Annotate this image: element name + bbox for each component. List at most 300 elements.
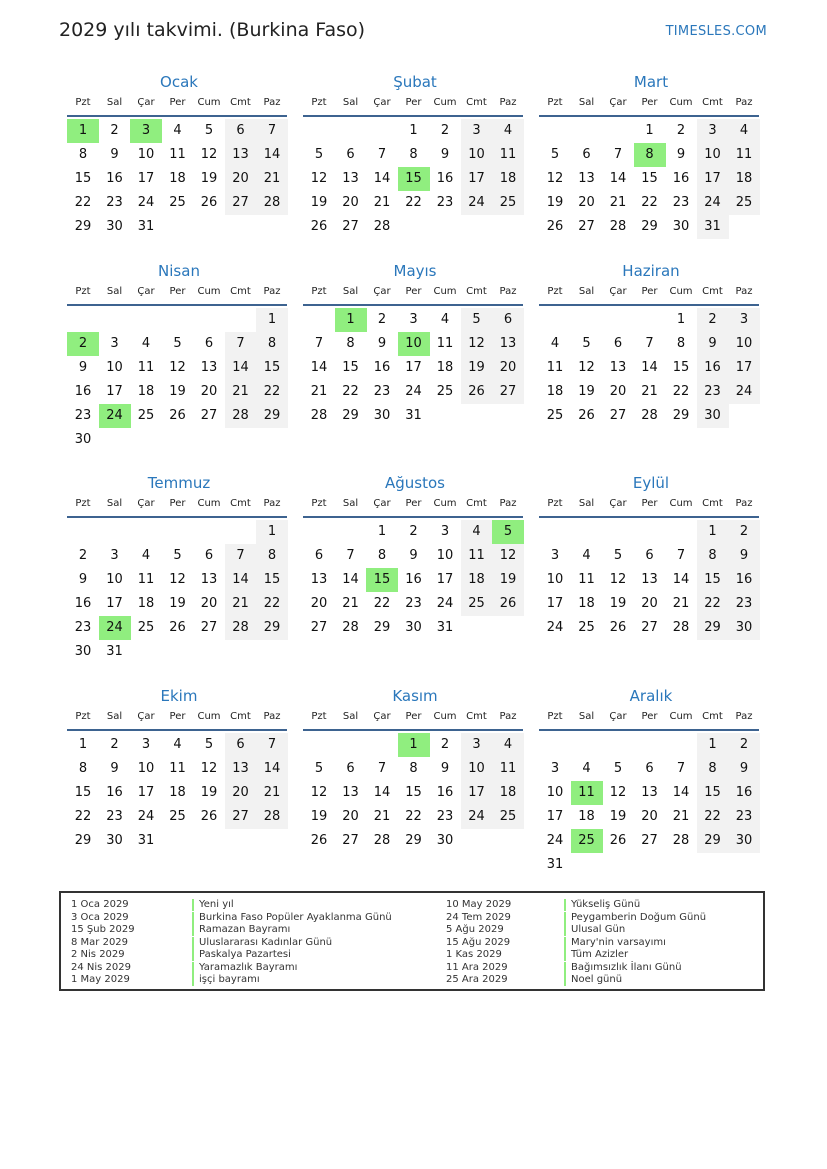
day-cell: 26 bbox=[169, 620, 186, 635]
day-header: Paz bbox=[735, 498, 753, 509]
day-cell: 8 bbox=[697, 757, 729, 781]
day-header: Per bbox=[169, 498, 186, 509]
day-cell: 13 bbox=[225, 143, 257, 167]
day-cell: 12 bbox=[546, 171, 564, 186]
day-header: Cum bbox=[197, 97, 221, 108]
day-cell: 29 bbox=[405, 833, 422, 848]
day-cell: 23 bbox=[728, 805, 760, 829]
day-cell: 14 bbox=[256, 757, 288, 781]
day-cell: 30 bbox=[74, 644, 92, 659]
day-cell: 19 bbox=[169, 384, 186, 399]
day-cell: 5 bbox=[204, 737, 214, 752]
day-cell: 7 bbox=[256, 119, 288, 143]
day-cell: 22 bbox=[74, 809, 92, 824]
day-cell: 31 bbox=[106, 644, 123, 659]
day-cell: 2 bbox=[728, 733, 760, 757]
day-cell: 7 bbox=[346, 548, 355, 563]
day-cell: 22 bbox=[697, 592, 729, 616]
day-cell: 13 bbox=[641, 572, 658, 587]
month-divider bbox=[303, 115, 523, 117]
day-cell: 13 bbox=[641, 785, 658, 800]
day-cell: 18 bbox=[728, 167, 760, 191]
day-cell: 18 bbox=[461, 568, 493, 592]
day-header: Paz bbox=[263, 97, 281, 108]
day-cell: 8 bbox=[78, 147, 88, 162]
day-cell: 13 bbox=[609, 360, 627, 375]
day-header: Cum bbox=[433, 97, 457, 108]
day-cell: 19 bbox=[200, 171, 218, 186]
day-header: Cum bbox=[197, 286, 221, 297]
day-header: Sal bbox=[578, 711, 595, 722]
holiday-date: 15 Şub 2029 bbox=[71, 924, 135, 935]
day-cell: 1 bbox=[645, 123, 654, 138]
day-header: Sal bbox=[342, 498, 359, 509]
day-cell: 15 bbox=[641, 171, 658, 186]
day-cell: 24 bbox=[137, 809, 155, 824]
day-cell: 13 bbox=[342, 171, 359, 186]
day-header: Pzt bbox=[547, 498, 563, 509]
day-cell: 3 bbox=[141, 737, 151, 752]
day-header: Paz bbox=[499, 286, 517, 297]
day-cell: 4 bbox=[173, 123, 182, 138]
day-cell: 18 bbox=[492, 167, 524, 191]
month-divider bbox=[67, 729, 287, 731]
day-cell: 6 bbox=[346, 147, 355, 162]
day-cell: 17 bbox=[546, 809, 564, 824]
day-cell: 19 bbox=[310, 809, 328, 824]
day-cell: 28 bbox=[342, 620, 359, 635]
day-header: Pzt bbox=[311, 286, 327, 297]
day-header: Paz bbox=[735, 97, 753, 108]
day-cell: 10 bbox=[461, 757, 493, 781]
day-header: Paz bbox=[499, 97, 517, 108]
day-cell: 17 bbox=[461, 167, 493, 191]
day-cell: 10 bbox=[697, 143, 729, 167]
day-header: Cum bbox=[669, 711, 693, 722]
day-cell: 17 bbox=[137, 171, 155, 186]
day-cell: 18 bbox=[436, 360, 454, 375]
day-cell: 26 bbox=[200, 195, 218, 210]
day-cell: 4 bbox=[582, 548, 591, 563]
day-cell: 22 bbox=[405, 195, 422, 210]
holiday-name: Burkina Faso Popüler Ayaklanma Günü bbox=[192, 912, 392, 924]
day-cell: 5 bbox=[314, 761, 324, 776]
day-cell: 28 bbox=[256, 191, 288, 215]
day-header: Çar bbox=[609, 711, 627, 722]
day-cell: 2 bbox=[110, 737, 119, 752]
month-name: Mart bbox=[633, 73, 669, 91]
day-cell: 20 bbox=[609, 384, 627, 399]
day-cell: 17 bbox=[546, 596, 564, 611]
day-cell: 30 bbox=[74, 432, 92, 447]
day-cell: 29 bbox=[697, 616, 729, 640]
day-cell: 23 bbox=[106, 809, 123, 824]
day-cell: 14 bbox=[256, 143, 288, 167]
day-cell: 21 bbox=[256, 781, 288, 805]
day-header: Pzt bbox=[547, 97, 563, 108]
day-header: Per bbox=[641, 711, 658, 722]
day-cell: 3 bbox=[461, 733, 493, 757]
day-header: Cmt bbox=[702, 711, 723, 722]
day-cell: 18 bbox=[578, 596, 595, 611]
day-cell: 20 bbox=[200, 596, 218, 611]
day-cell: 18 bbox=[492, 781, 524, 805]
day-cell: 3 bbox=[550, 548, 560, 563]
day-cell: 25 bbox=[578, 620, 595, 635]
day-cell: 23 bbox=[436, 809, 454, 824]
day-header: Cmt bbox=[230, 498, 251, 509]
day-cell: 9 bbox=[78, 572, 88, 587]
day-cell: 6 bbox=[314, 548, 324, 563]
day-cell: 20 bbox=[225, 781, 257, 805]
day-header: Cmt bbox=[466, 97, 487, 108]
day-header: Per bbox=[641, 498, 658, 509]
day-cell: 2 bbox=[377, 312, 387, 327]
day-cell: 3 bbox=[110, 548, 119, 563]
day-cell: 6 bbox=[645, 761, 654, 776]
day-cell: 27 bbox=[225, 191, 257, 215]
day-cell: 11 bbox=[461, 544, 493, 568]
day-cell: 22 bbox=[256, 592, 288, 616]
day-cell: 28 bbox=[672, 833, 690, 848]
day-header: Çar bbox=[609, 286, 627, 297]
day-cell: 28 bbox=[373, 219, 391, 234]
day-cell: 6 bbox=[582, 147, 591, 162]
day-cell: 5 bbox=[613, 761, 623, 776]
day-cell: 13 bbox=[200, 360, 218, 375]
day-cell: 27 bbox=[342, 833, 359, 848]
day-cell: 4 bbox=[550, 336, 560, 351]
day-cell: 21 bbox=[310, 384, 328, 399]
day-header: Çar bbox=[373, 97, 391, 108]
holiday-day-cell: 1 bbox=[335, 308, 367, 332]
day-cell: 28 bbox=[225, 616, 257, 640]
holiday-legend bbox=[59, 891, 765, 991]
day-cell: 5 bbox=[314, 147, 324, 162]
day-cell: 4 bbox=[728, 119, 760, 143]
day-cell: 16 bbox=[106, 171, 123, 186]
day-cell: 28 bbox=[609, 219, 627, 234]
day-cell: 11 bbox=[546, 360, 564, 375]
day-cell: 10 bbox=[461, 143, 493, 167]
day-cell: 2 bbox=[440, 123, 450, 138]
day-cell: 23 bbox=[436, 195, 454, 210]
day-cell: 22 bbox=[373, 596, 391, 611]
day-cell: 1 bbox=[409, 123, 418, 138]
day-cell: 8 bbox=[256, 544, 288, 568]
day-cell: 18 bbox=[137, 384, 155, 399]
day-cell: 12 bbox=[169, 572, 186, 587]
day-cell: 31 bbox=[546, 857, 564, 872]
day-cell: 10 bbox=[137, 761, 155, 776]
day-cell: 9 bbox=[676, 147, 686, 162]
holiday-name: Ramazan Bayramı bbox=[192, 924, 290, 936]
day-cell: 11 bbox=[578, 572, 595, 587]
day-cell: 18 bbox=[546, 384, 564, 399]
day-cell: 17 bbox=[697, 167, 729, 191]
day-cell: 30 bbox=[373, 408, 391, 423]
day-cell: 17 bbox=[405, 360, 422, 375]
day-cell: 5 bbox=[550, 147, 560, 162]
day-cell: 29 bbox=[256, 616, 288, 640]
day-cell: 20 bbox=[578, 195, 595, 210]
day-cell: 12 bbox=[200, 761, 218, 776]
day-header: Pzt bbox=[311, 711, 327, 722]
month-divider bbox=[539, 516, 759, 518]
day-cell: 14 bbox=[342, 572, 359, 587]
day-cell: 14 bbox=[225, 356, 257, 380]
day-cell: 15 bbox=[74, 785, 92, 800]
day-cell: 2 bbox=[409, 524, 418, 539]
day-cell: 9 bbox=[377, 336, 387, 351]
day-cell: 16 bbox=[728, 781, 760, 805]
day-header: Pzt bbox=[547, 711, 563, 722]
day-cell: 22 bbox=[672, 384, 690, 399]
day-cell: 21 bbox=[225, 592, 257, 616]
day-cell: 20 bbox=[342, 809, 359, 824]
day-header: Cmt bbox=[466, 711, 487, 722]
day-cell: 19 bbox=[492, 568, 524, 592]
day-cell: 2 bbox=[728, 520, 760, 544]
day-header: Cum bbox=[433, 286, 457, 297]
day-cell: 11 bbox=[169, 761, 186, 776]
day-header: Cum bbox=[669, 97, 693, 108]
day-cell: 31 bbox=[137, 833, 155, 848]
day-cell: 5 bbox=[173, 336, 182, 351]
holiday-date: 24 Tem 2029 bbox=[446, 911, 511, 923]
day-cell: 3 bbox=[110, 336, 119, 351]
day-cell: 7 bbox=[256, 733, 288, 757]
holiday-name: Yaramazlık Bayramı bbox=[192, 962, 297, 974]
day-cell: 6 bbox=[492, 308, 524, 332]
day-cell: 6 bbox=[645, 548, 654, 563]
holiday-day-cell: 10 bbox=[398, 332, 430, 356]
day-cell: 29 bbox=[74, 219, 92, 234]
day-cell: 17 bbox=[106, 596, 123, 611]
day-cell: 24 bbox=[436, 596, 454, 611]
day-header: Sal bbox=[106, 97, 123, 108]
day-cell: 28 bbox=[672, 620, 690, 635]
holiday-date: 2 Nis 2029 bbox=[71, 949, 125, 960]
holiday-date: 11 Ara 2029 bbox=[446, 961, 508, 973]
day-cell: 26 bbox=[200, 809, 218, 824]
day-cell: 21 bbox=[373, 195, 391, 210]
day-cell: 20 bbox=[200, 384, 218, 399]
day-cell: 30 bbox=[728, 616, 760, 640]
day-header: Sal bbox=[106, 286, 123, 297]
day-header: Çar bbox=[373, 711, 391, 722]
day-cell: 1 bbox=[676, 312, 686, 327]
day-cell: 14 bbox=[373, 785, 391, 800]
day-cell: 11 bbox=[137, 572, 155, 587]
day-cell: 11 bbox=[436, 336, 454, 351]
day-cell: 29 bbox=[74, 833, 92, 848]
holiday-name: Tüm Azizler bbox=[564, 949, 628, 961]
day-cell: 27 bbox=[641, 833, 658, 848]
day-cell: 17 bbox=[461, 781, 493, 805]
day-cell: 8 bbox=[676, 336, 686, 351]
day-header: Sal bbox=[342, 711, 359, 722]
day-header: Cmt bbox=[230, 711, 251, 722]
holiday-date: 24 Nis 2029 bbox=[71, 961, 131, 973]
day-cell: 26 bbox=[546, 219, 564, 234]
day-cell: 19 bbox=[609, 596, 627, 611]
day-cell: 2 bbox=[676, 123, 686, 138]
holiday-name: Yükseliş Günü bbox=[564, 899, 640, 911]
day-cell: 30 bbox=[697, 404, 729, 428]
day-cell: 8 bbox=[346, 336, 355, 351]
day-cell: 5 bbox=[173, 548, 182, 563]
day-cell: 23 bbox=[672, 195, 690, 210]
day-cell: 25 bbox=[546, 408, 564, 423]
day-cell: 18 bbox=[169, 785, 186, 800]
day-cell: 12 bbox=[310, 785, 328, 800]
day-cell: 25 bbox=[728, 191, 760, 215]
month-divider bbox=[303, 516, 523, 518]
day-cell: 24 bbox=[697, 191, 729, 215]
day-cell: 12 bbox=[461, 332, 493, 356]
day-cell: 12 bbox=[609, 785, 627, 800]
page-title: 2029 yılı takvimi. (Burkina Faso) bbox=[59, 19, 366, 41]
day-cell: 4 bbox=[440, 312, 450, 327]
day-cell: 14 bbox=[641, 360, 658, 375]
holiday-name: Bağımsızlık İlanı Günü bbox=[564, 962, 682, 974]
day-cell: 25 bbox=[169, 809, 186, 824]
day-cell: 15 bbox=[697, 568, 729, 592]
day-cell: 4 bbox=[461, 520, 493, 544]
day-cell: 4 bbox=[582, 761, 591, 776]
day-cell: 10 bbox=[106, 572, 123, 587]
day-cell: 21 bbox=[672, 809, 690, 824]
day-header: Çar bbox=[137, 711, 155, 722]
day-cell: 18 bbox=[137, 596, 155, 611]
holiday-name: Yeni yıl bbox=[192, 899, 234, 911]
day-header: Cmt bbox=[230, 286, 251, 297]
day-cell: 5 bbox=[582, 336, 591, 351]
holiday-day-cell: 1 bbox=[67, 119, 99, 143]
holiday-date: 8 Mar 2029 bbox=[71, 936, 129, 948]
day-cell: 15 bbox=[74, 171, 92, 186]
day-cell: 28 bbox=[373, 833, 391, 848]
holiday-day-cell: 24 bbox=[99, 404, 131, 428]
day-header: Çar bbox=[373, 498, 391, 509]
day-cell: 17 bbox=[137, 785, 155, 800]
day-cell: 29 bbox=[256, 404, 288, 428]
holiday-date: 1 Kas 2029 bbox=[446, 949, 502, 960]
day-cell: 21 bbox=[373, 809, 391, 824]
day-cell: 29 bbox=[342, 408, 359, 423]
day-cell: 25 bbox=[137, 408, 155, 423]
day-cell: 11 bbox=[492, 757, 524, 781]
day-cell: 26 bbox=[609, 833, 627, 848]
day-cell: 23 bbox=[697, 380, 729, 404]
day-cell: 2 bbox=[110, 123, 119, 138]
day-cell: 1 bbox=[697, 733, 729, 757]
day-header: Pzt bbox=[547, 286, 563, 297]
day-cell: 23 bbox=[74, 620, 92, 635]
day-cell: 25 bbox=[436, 384, 454, 399]
holiday-date: 10 May 2029 bbox=[446, 899, 512, 910]
day-cell: 19 bbox=[461, 356, 493, 380]
day-cell: 26 bbox=[461, 380, 493, 404]
day-cell: 2 bbox=[440, 737, 450, 752]
holiday-day-cell: 2 bbox=[67, 332, 99, 356]
month-name: Eylül bbox=[632, 474, 670, 492]
day-header: Sal bbox=[578, 498, 595, 509]
day-cell: 18 bbox=[169, 171, 186, 186]
brand-logo-text[interactable]: TIMESLES.COM bbox=[665, 24, 767, 39]
day-cell: 16 bbox=[697, 356, 729, 380]
day-header: Cum bbox=[197, 498, 221, 509]
holiday-date: 25 Ara 2029 bbox=[446, 974, 508, 985]
day-cell: 2 bbox=[697, 308, 729, 332]
day-header: Cmt bbox=[702, 498, 723, 509]
day-cell: 13 bbox=[578, 171, 595, 186]
day-cell: 16 bbox=[436, 785, 454, 800]
day-cell: 25 bbox=[492, 191, 524, 215]
day-cell: 30 bbox=[405, 620, 422, 635]
day-cell: 26 bbox=[609, 620, 627, 635]
day-cell: 16 bbox=[436, 171, 454, 186]
day-cell: 24 bbox=[461, 191, 493, 215]
day-cell: 20 bbox=[492, 356, 524, 380]
day-header: Per bbox=[405, 97, 422, 108]
day-cell: 4 bbox=[492, 733, 524, 757]
day-cell: 19 bbox=[546, 195, 564, 210]
day-header: Sal bbox=[578, 286, 595, 297]
day-cell: 13 bbox=[225, 757, 257, 781]
day-cell: 7 bbox=[314, 336, 324, 351]
day-cell: 16 bbox=[74, 596, 92, 611]
day-cell: 29 bbox=[697, 829, 729, 853]
holiday-date: 1 Oca 2029 bbox=[71, 899, 129, 910]
day-cell: 6 bbox=[204, 336, 214, 351]
month-divider bbox=[303, 729, 523, 731]
day-cell: 5 bbox=[461, 308, 493, 332]
day-cell: 3 bbox=[728, 308, 760, 332]
day-cell: 14 bbox=[609, 171, 627, 186]
day-cell: 19 bbox=[310, 195, 328, 210]
day-cell: 19 bbox=[609, 809, 627, 824]
day-cell: 20 bbox=[225, 167, 257, 191]
day-cell: 22 bbox=[641, 195, 658, 210]
holiday-name: Noel günü bbox=[564, 974, 622, 986]
day-header: Pzt bbox=[75, 711, 91, 722]
month-name: Nisan bbox=[158, 262, 200, 280]
day-cell: 22 bbox=[697, 805, 729, 829]
day-header: Sal bbox=[106, 498, 123, 509]
day-cell: 1 bbox=[697, 520, 729, 544]
day-header: Çar bbox=[137, 97, 155, 108]
day-cell: 17 bbox=[436, 572, 454, 587]
day-cell: 1 bbox=[78, 737, 88, 752]
day-cell: 7 bbox=[613, 147, 623, 162]
day-cell: 21 bbox=[342, 596, 359, 611]
day-cell: 27 bbox=[200, 408, 218, 423]
day-cell: 14 bbox=[672, 785, 690, 800]
month-name: Ocak bbox=[160, 73, 198, 91]
day-cell: 31 bbox=[137, 219, 155, 234]
day-cell: 8 bbox=[697, 544, 729, 568]
day-cell: 4 bbox=[492, 119, 524, 143]
holiday-day-cell: 24 bbox=[99, 616, 131, 640]
day-cell: 4 bbox=[141, 548, 151, 563]
day-header: Paz bbox=[263, 498, 281, 509]
day-cell: 14 bbox=[225, 568, 257, 592]
day-cell: 24 bbox=[461, 805, 493, 829]
day-cell: 6 bbox=[613, 336, 623, 351]
day-cell: 30 bbox=[106, 219, 123, 234]
